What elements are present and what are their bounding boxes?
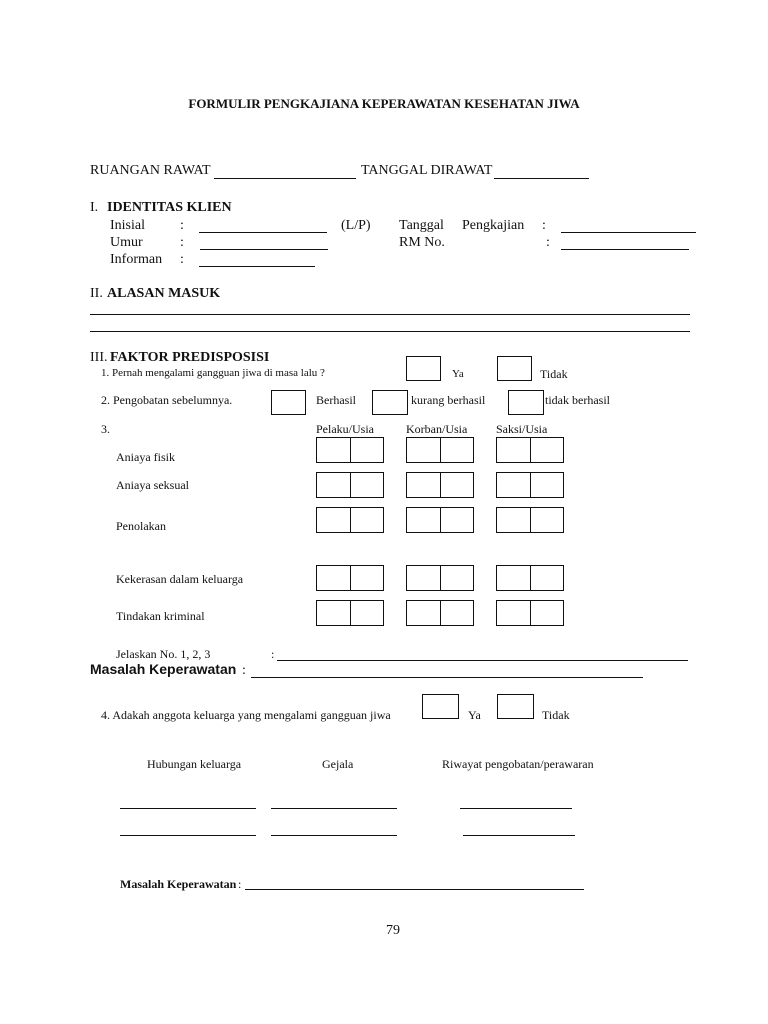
section1-title: IDENTITAS KLIEN: [107, 200, 232, 215]
masalah-field[interactable]: [251, 677, 643, 678]
riwayat-field[interactable]: [463, 835, 575, 836]
korban-box[interactable]: [406, 565, 474, 591]
q2-kurang-checkbox[interactable]: [372, 390, 408, 415]
pelaku-box[interactable]: [316, 507, 384, 533]
q2-berhasil-checkbox[interactable]: [271, 390, 306, 415]
q4-ya-checkbox[interactable]: [422, 694, 459, 719]
saksi-box[interactable]: [496, 437, 564, 463]
col-pelaku: Pelaku/Usia: [316, 422, 374, 436]
saksi-box[interactable]: [496, 507, 564, 533]
pengkajian-field[interactable]: [561, 232, 696, 233]
jelaskan-label: Jelaskan No. 1, 2, 3: [116, 647, 211, 661]
tanggal-label: Tanggal: [399, 218, 444, 233]
saksi-box[interactable]: [496, 600, 564, 626]
q2-tidak-label: tidak berhasil: [545, 393, 610, 407]
umur-colon: :: [180, 235, 184, 250]
section3-title: FAKTOR PREDISPOSISI: [110, 350, 270, 365]
informan-field[interactable]: [199, 266, 315, 267]
q4-tidak-label: Tidak: [542, 708, 570, 722]
q1-text: 1. Pernah mengalami gangguan jiwa di masa lalu ?: [101, 367, 325, 379]
masalah2-colon: :: [238, 877, 242, 891]
q4-ya-label: Ya: [468, 708, 481, 722]
q1-tidak-checkbox[interactable]: [497, 356, 532, 381]
masalah2-label: Masalah Keperawatan: [120, 877, 237, 891]
q4-text: 4. Adakah anggota keluarga yang mengalami gangguan jiwa: [101, 708, 391, 722]
saksi-box[interactable]: [496, 565, 564, 591]
q3-number: 3.: [101, 422, 110, 436]
masalah-colon: :: [242, 663, 246, 678]
masalah2-field[interactable]: [245, 889, 584, 890]
jelaskan-field[interactable]: [277, 660, 688, 661]
rm-label: RM No.: [399, 235, 445, 250]
q2-kurang-label: kurang berhasil: [411, 393, 486, 407]
rm-field[interactable]: [561, 249, 689, 250]
umur-field[interactable]: [200, 249, 328, 250]
section1-number: I.: [90, 200, 99, 215]
alasan-line-2[interactable]: [90, 331, 690, 332]
col-saksi: Saksi/Usia: [496, 422, 548, 436]
row-label: Aniaya fisik: [116, 450, 175, 464]
page-number: 79: [386, 923, 400, 938]
ruangan-label: RUANGAN RAWAT: [90, 163, 211, 178]
row-label: Penolakan: [116, 519, 166, 533]
q2-berhasil-label: Berhasil: [316, 393, 356, 407]
col-hubungan: Hubungan keluarga: [147, 757, 242, 771]
pelaku-box[interactable]: [316, 600, 384, 626]
col-riwayat: Riwayat pengobatan/perawaran: [442, 757, 594, 771]
row-label: Aniaya seksual: [116, 478, 189, 492]
rm-colon: :: [546, 235, 550, 250]
korban-box[interactable]: [406, 472, 474, 498]
informan-colon: :: [180, 252, 184, 267]
q2-text: 2. Pengobatan sebelumnya.: [101, 393, 233, 407]
lp-label: (L/P): [341, 218, 371, 233]
pelaku-box[interactable]: [316, 437, 384, 463]
ruangan-field[interactable]: [214, 178, 356, 179]
korban-box[interactable]: [406, 507, 474, 533]
masalah-label: Masalah Keperawatan: [90, 661, 237, 677]
col-korban: Korban/Usia: [406, 422, 468, 436]
q4-tidak-checkbox[interactable]: [497, 694, 534, 719]
q1-ya-checkbox[interactable]: [406, 356, 441, 381]
inisial-colon: :: [180, 218, 184, 233]
umur-label: Umur: [110, 235, 143, 250]
saksi-box[interactable]: [496, 472, 564, 498]
tanggal-dirawat-label: TANGGAL DIRAWAT: [361, 163, 493, 178]
inisial-field[interactable]: [199, 232, 327, 233]
row-label: Kekerasan dalam keluarga: [116, 572, 244, 586]
korban-box[interactable]: [406, 437, 474, 463]
pengkajian-colon: :: [542, 218, 546, 233]
informan-label: Informan: [110, 252, 163, 267]
col-gejala: Gejala: [322, 757, 354, 771]
hubungan-field[interactable]: [120, 835, 256, 836]
riwayat-field[interactable]: [460, 808, 572, 809]
q2-tidak-checkbox[interactable]: [508, 390, 544, 415]
pelaku-box[interactable]: [316, 565, 384, 591]
inisial-label: Inisial: [110, 218, 145, 233]
pelaku-box[interactable]: [316, 472, 384, 498]
section2-number: II.: [90, 286, 103, 301]
alasan-line-1[interactable]: [90, 314, 690, 315]
form-title: FORMULIR PENGKAJIANA KEPERAWATAN KESEHATAN JIWA: [188, 96, 580, 111]
q1-ya-label: Ya: [452, 368, 464, 380]
row-label: Tindakan kriminal: [116, 609, 205, 623]
q1-tidak-label: Tidak: [540, 367, 568, 381]
gejala-field[interactable]: [271, 835, 397, 836]
gejala-field[interactable]: [271, 808, 397, 809]
section3-number: III.: [90, 350, 108, 365]
hubungan-field[interactable]: [120, 808, 256, 809]
tanggal-dirawat-field[interactable]: [494, 178, 589, 179]
section2-title: ALASAN MASUK: [107, 286, 221, 301]
korban-box[interactable]: [406, 600, 474, 626]
jelaskan-colon: :: [271, 647, 275, 661]
pengkajian-label: Pengkajian: [462, 218, 525, 233]
